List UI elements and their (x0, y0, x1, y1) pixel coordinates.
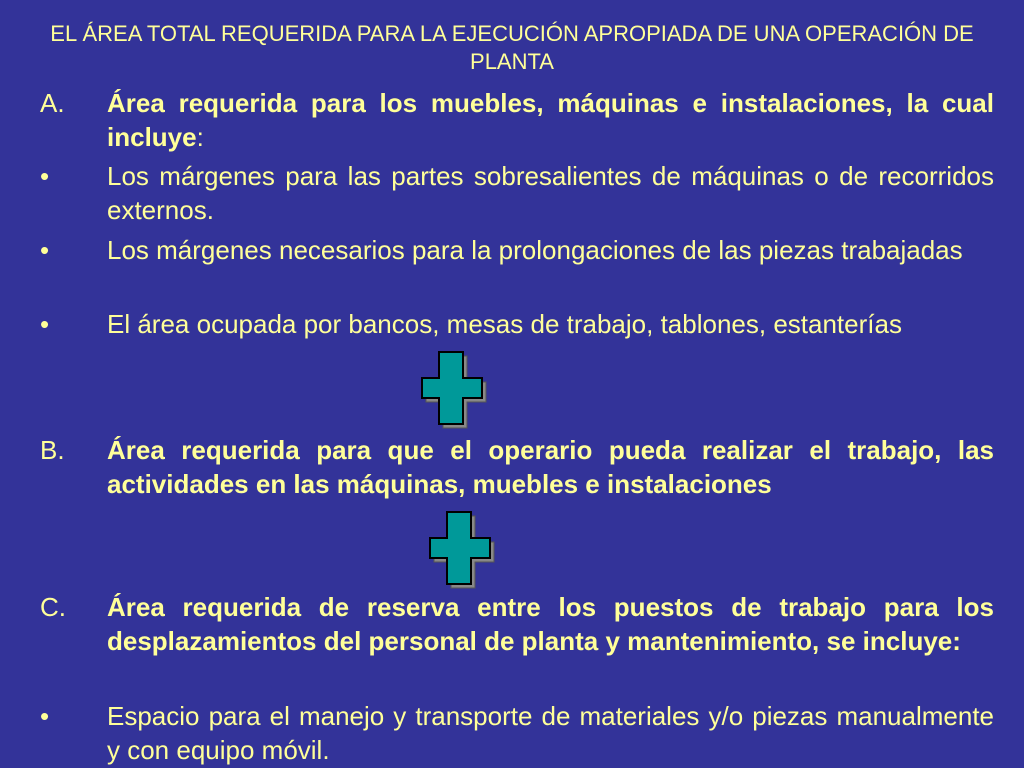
bullet-marker: • (40, 235, 50, 265)
section-a-text-wrap (107, 86, 994, 154)
bullet-text: Espacio para el manejo y transporte de materiales y/o piezas manualmente y con equipo móvil. (107, 701, 994, 765)
bullet-item (40, 307, 994, 341)
bullet-text: El área ocupada por bancos, mesas de trabajo, tablones, estanterías (107, 309, 902, 339)
section-c-marker: C. (40, 592, 66, 622)
section-b (40, 433, 994, 501)
section-a-suffix: : (196, 122, 204, 152)
section-a (40, 86, 994, 154)
section-a-marker: A. (40, 88, 65, 118)
bullet-marker: • (40, 161, 50, 191)
section-b-text: Área requerida para que el operario pueda realizar el trabajo, las actividades en las máquinas, muebles e instalaciones (107, 435, 994, 499)
plus-cross-icon (420, 350, 490, 430)
section-c (40, 590, 994, 658)
section-b-marker: B. (40, 435, 65, 465)
bullet-marker: • (40, 701, 50, 731)
bullet-marker: • (40, 309, 50, 339)
plus-cross-icon (428, 510, 498, 590)
bullet-item (40, 159, 994, 227)
bullet-item (40, 233, 994, 267)
section-c-text: Área requerida de reserva entre los puestos de trabajo para los desplazamientos del personal de planta y mantenimiento, se incluye: (107, 592, 994, 656)
bullet-text: Los márgenes necesarios para la prolongaciones de las piezas trabajadas (107, 235, 963, 265)
section-a-text: Área requerida para los muebles, máquinas e instalaciones, la cual incluye (107, 88, 994, 152)
bullet-text: Los márgenes para las partes sobresalientes de máquinas o de recorridos externos. (107, 161, 994, 225)
bullet-item (40, 699, 994, 767)
slide-title: EL ÁREA TOTAL REQUERIDA PARA LA EJECUCIÓN APROPIADA DE UNA OPERACIÓN DE PLANTA (50, 21, 974, 74)
